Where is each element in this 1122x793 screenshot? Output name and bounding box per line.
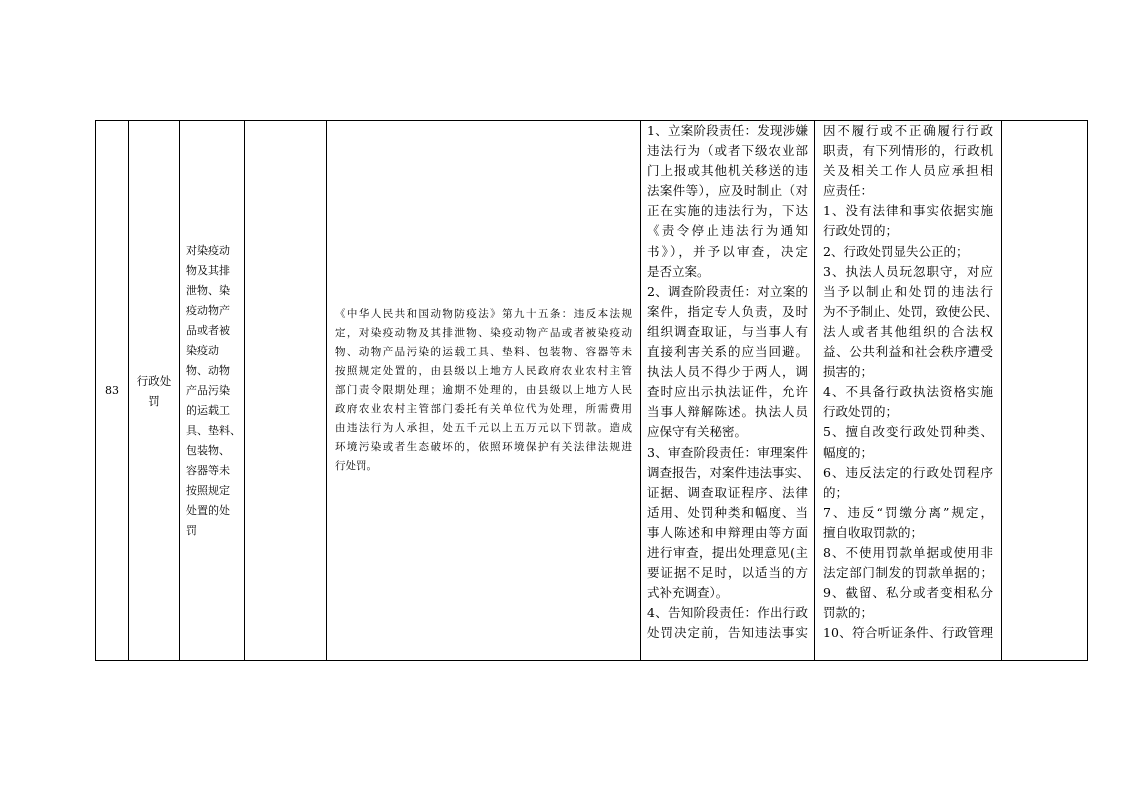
- accountability-text: 法人或者其他组织的合法权: [823, 323, 993, 339]
- accountability-text: 行政处罚的；: [823, 404, 899, 420]
- responsibility-text: 事人陈述和申辩理由等方面: [647, 524, 808, 540]
- responsibility-text: 进行审查，提出处理意见(主: [647, 544, 808, 560]
- power-type-text: 罚: [148, 393, 160, 408]
- responsibility-text: 适用、处罚种类和幅度、当: [647, 504, 808, 520]
- legal-basis-text: 部门责令限期处理；逾期不处理的，由县级以上地方人民: [335, 384, 632, 396]
- legal-basis-text: 定，对染疫动物及其排泄物、染疫动物产品或者被染疫动: [335, 327, 632, 339]
- responsibility-text: 3、审查阶段责任：审理案件: [647, 444, 808, 460]
- item-name-text: 容器等未: [186, 463, 230, 477]
- accountability-text: 为不予制止、处罚，致使公民、: [823, 303, 999, 319]
- accountability-text: 5、擅自改变行政处罚种类、: [823, 424, 993, 440]
- legal-basis-text: 按照规定处置的，由县级以上地方人民政府农业农村主管: [335, 365, 632, 377]
- accountability-text: 9、截留、私分或者变相私分: [823, 585, 993, 601]
- responsibility-text: 直接利害关系的应当回避。: [647, 344, 808, 360]
- legal-basis-cell: [327, 121, 641, 661]
- accountability-text: 8、不使用罚款单据或使用非: [823, 544, 993, 560]
- responsibility-text: 查时应出示执法证件，允许: [647, 384, 808, 400]
- responsibility-text: 门上报或其他机关移送的违: [647, 163, 808, 179]
- remark-cell: [1002, 121, 1088, 661]
- accountability-text: 当予以制止和处罚的违法行: [823, 283, 993, 299]
- row-number: 83: [105, 384, 119, 397]
- responsibility-text: 《责令停止违法行为通知: [647, 223, 808, 239]
- responsibility-text: 4、告知阶段责任：作出行政: [647, 605, 808, 621]
- responsibility-text: 案件，指定专人负责，及时: [647, 303, 808, 319]
- accountability-text: 1、没有法律和事实依据实施: [823, 203, 993, 219]
- responsibility-text: 式补充调查）。: [647, 585, 729, 601]
- accountability-text: 幅度的；: [823, 444, 874, 460]
- item-name-text: 品或者被: [186, 323, 230, 337]
- legal-basis-text: 环境污染或者生态破坏的，依照环境保护有关法律法规进: [335, 441, 632, 453]
- responsibility-text: 书》），并予以审查，决定: [647, 243, 808, 259]
- responsibility-text: 处罚决定前，告知违法事实: [647, 625, 808, 641]
- power-type-cell: [129, 121, 180, 661]
- accountability-text: 2、行政处罚显失公正的；: [823, 243, 969, 259]
- responsibility-text: 2、调查阶段责任：对立案的: [647, 283, 808, 299]
- item-name-text: 包装物、: [186, 443, 230, 457]
- accountability-text: 10、符合听证条件、行政管理: [823, 625, 993, 641]
- legal-basis-text: 《中华人民共和国动物防疫法》第九十五条：违反本法规: [335, 308, 632, 320]
- responsibility-text: 调查报告，对案件违法事实、: [647, 464, 810, 480]
- item-name-text: 按照规定: [186, 483, 230, 497]
- accountability-text: 益、公共利益和社会秩序遭受: [823, 344, 993, 360]
- responsibility-text: 1、立案阶段责任：发现涉嫌: [647, 123, 808, 138]
- power-list-table: [95, 120, 1088, 661]
- responsibility-text: 法案件等），应及时制止（对: [647, 183, 808, 199]
- responsibility-cell: [641, 121, 815, 661]
- legal-basis-text: 政府农业农村主管部门委托有关单位代为处理，所需费用: [335, 403, 632, 415]
- responsibility-text: 应保守有关秘密。: [647, 424, 748, 440]
- accountability-text: 罚款的；: [823, 605, 874, 621]
- accountability-text: 关及相关工作人员应承担相: [823, 163, 993, 179]
- responsibility-text: 违法行为（或者下级农业部: [647, 143, 808, 159]
- accountability-text: 职责，有下列情形的，行政机: [823, 143, 993, 159]
- row-number-cell: [96, 121, 129, 661]
- responsibility-text: 组织调查取证，与当事人有: [647, 323, 808, 339]
- responsibility-text: 执法人员不得少于两人，调: [647, 364, 808, 380]
- item-name-text: 具、垫料、: [186, 423, 241, 437]
- accountability-text: 行政处罚的；: [823, 223, 899, 239]
- item-name-text: 罚: [186, 523, 197, 537]
- item-name-text: 产品污染: [186, 383, 230, 397]
- item-name-text: 处置的处: [186, 503, 230, 517]
- accountability-text: 应责任：: [823, 183, 874, 199]
- responsibility-text: 证据、调查取证程序、法律: [647, 484, 808, 500]
- accountability-cell: [815, 121, 1002, 661]
- power-type-text: 行政处: [136, 373, 172, 388]
- responsibility-text: 是否立案。: [647, 263, 710, 279]
- accountability-text: 擅自收取罚款的；: [823, 524, 924, 540]
- accountability-text: 4、不具备行政执法资格实施: [823, 384, 993, 400]
- accountability-text: 7、违反“罚缴分离”规定，: [823, 504, 993, 520]
- responsibility-text: 要证据不足时，以适当的方: [647, 565, 808, 581]
- table-row: [96, 121, 1088, 661]
- item-name-cell: [180, 121, 245, 661]
- accountability-text: 3、执法人员玩忽职守，对应: [823, 263, 993, 279]
- legal-basis-text: 由违法行为人承担，处五千元以上五万元以下罚款。造成: [335, 422, 632, 434]
- accountability-text: 因不履行或不正确履行行政: [823, 123, 993, 138]
- accountability-text: 的；: [823, 484, 849, 500]
- item-name-text: 对染疫动: [186, 243, 230, 257]
- responsibility-text: 当事人辩解陈述。执法人员: [647, 404, 808, 420]
- legal-basis-text: 物、动物产品污染的运载工具、垫料、包装物、容器等未: [335, 346, 632, 358]
- item-name-text: 泄物、染: [186, 283, 230, 297]
- responsibility-text: 正在实施的违法行为，下达: [647, 203, 808, 219]
- item-name-text: 物、动物: [186, 363, 230, 377]
- item-code-cell: [245, 121, 327, 661]
- item-name-text: 染疫动: [186, 343, 219, 357]
- item-name-text: 物及其排: [186, 263, 230, 277]
- item-name-text: 的运载工: [186, 403, 230, 417]
- item-name-text: 疫动物产: [186, 303, 230, 317]
- accountability-text: 6、违反法定的行政处罚程序: [823, 464, 993, 480]
- accountability-text: 损害的；: [823, 364, 874, 380]
- accountability-text: 法定部门制发的罚款单据的；: [823, 565, 993, 581]
- legal-basis-text: 行处罚。: [335, 460, 377, 472]
